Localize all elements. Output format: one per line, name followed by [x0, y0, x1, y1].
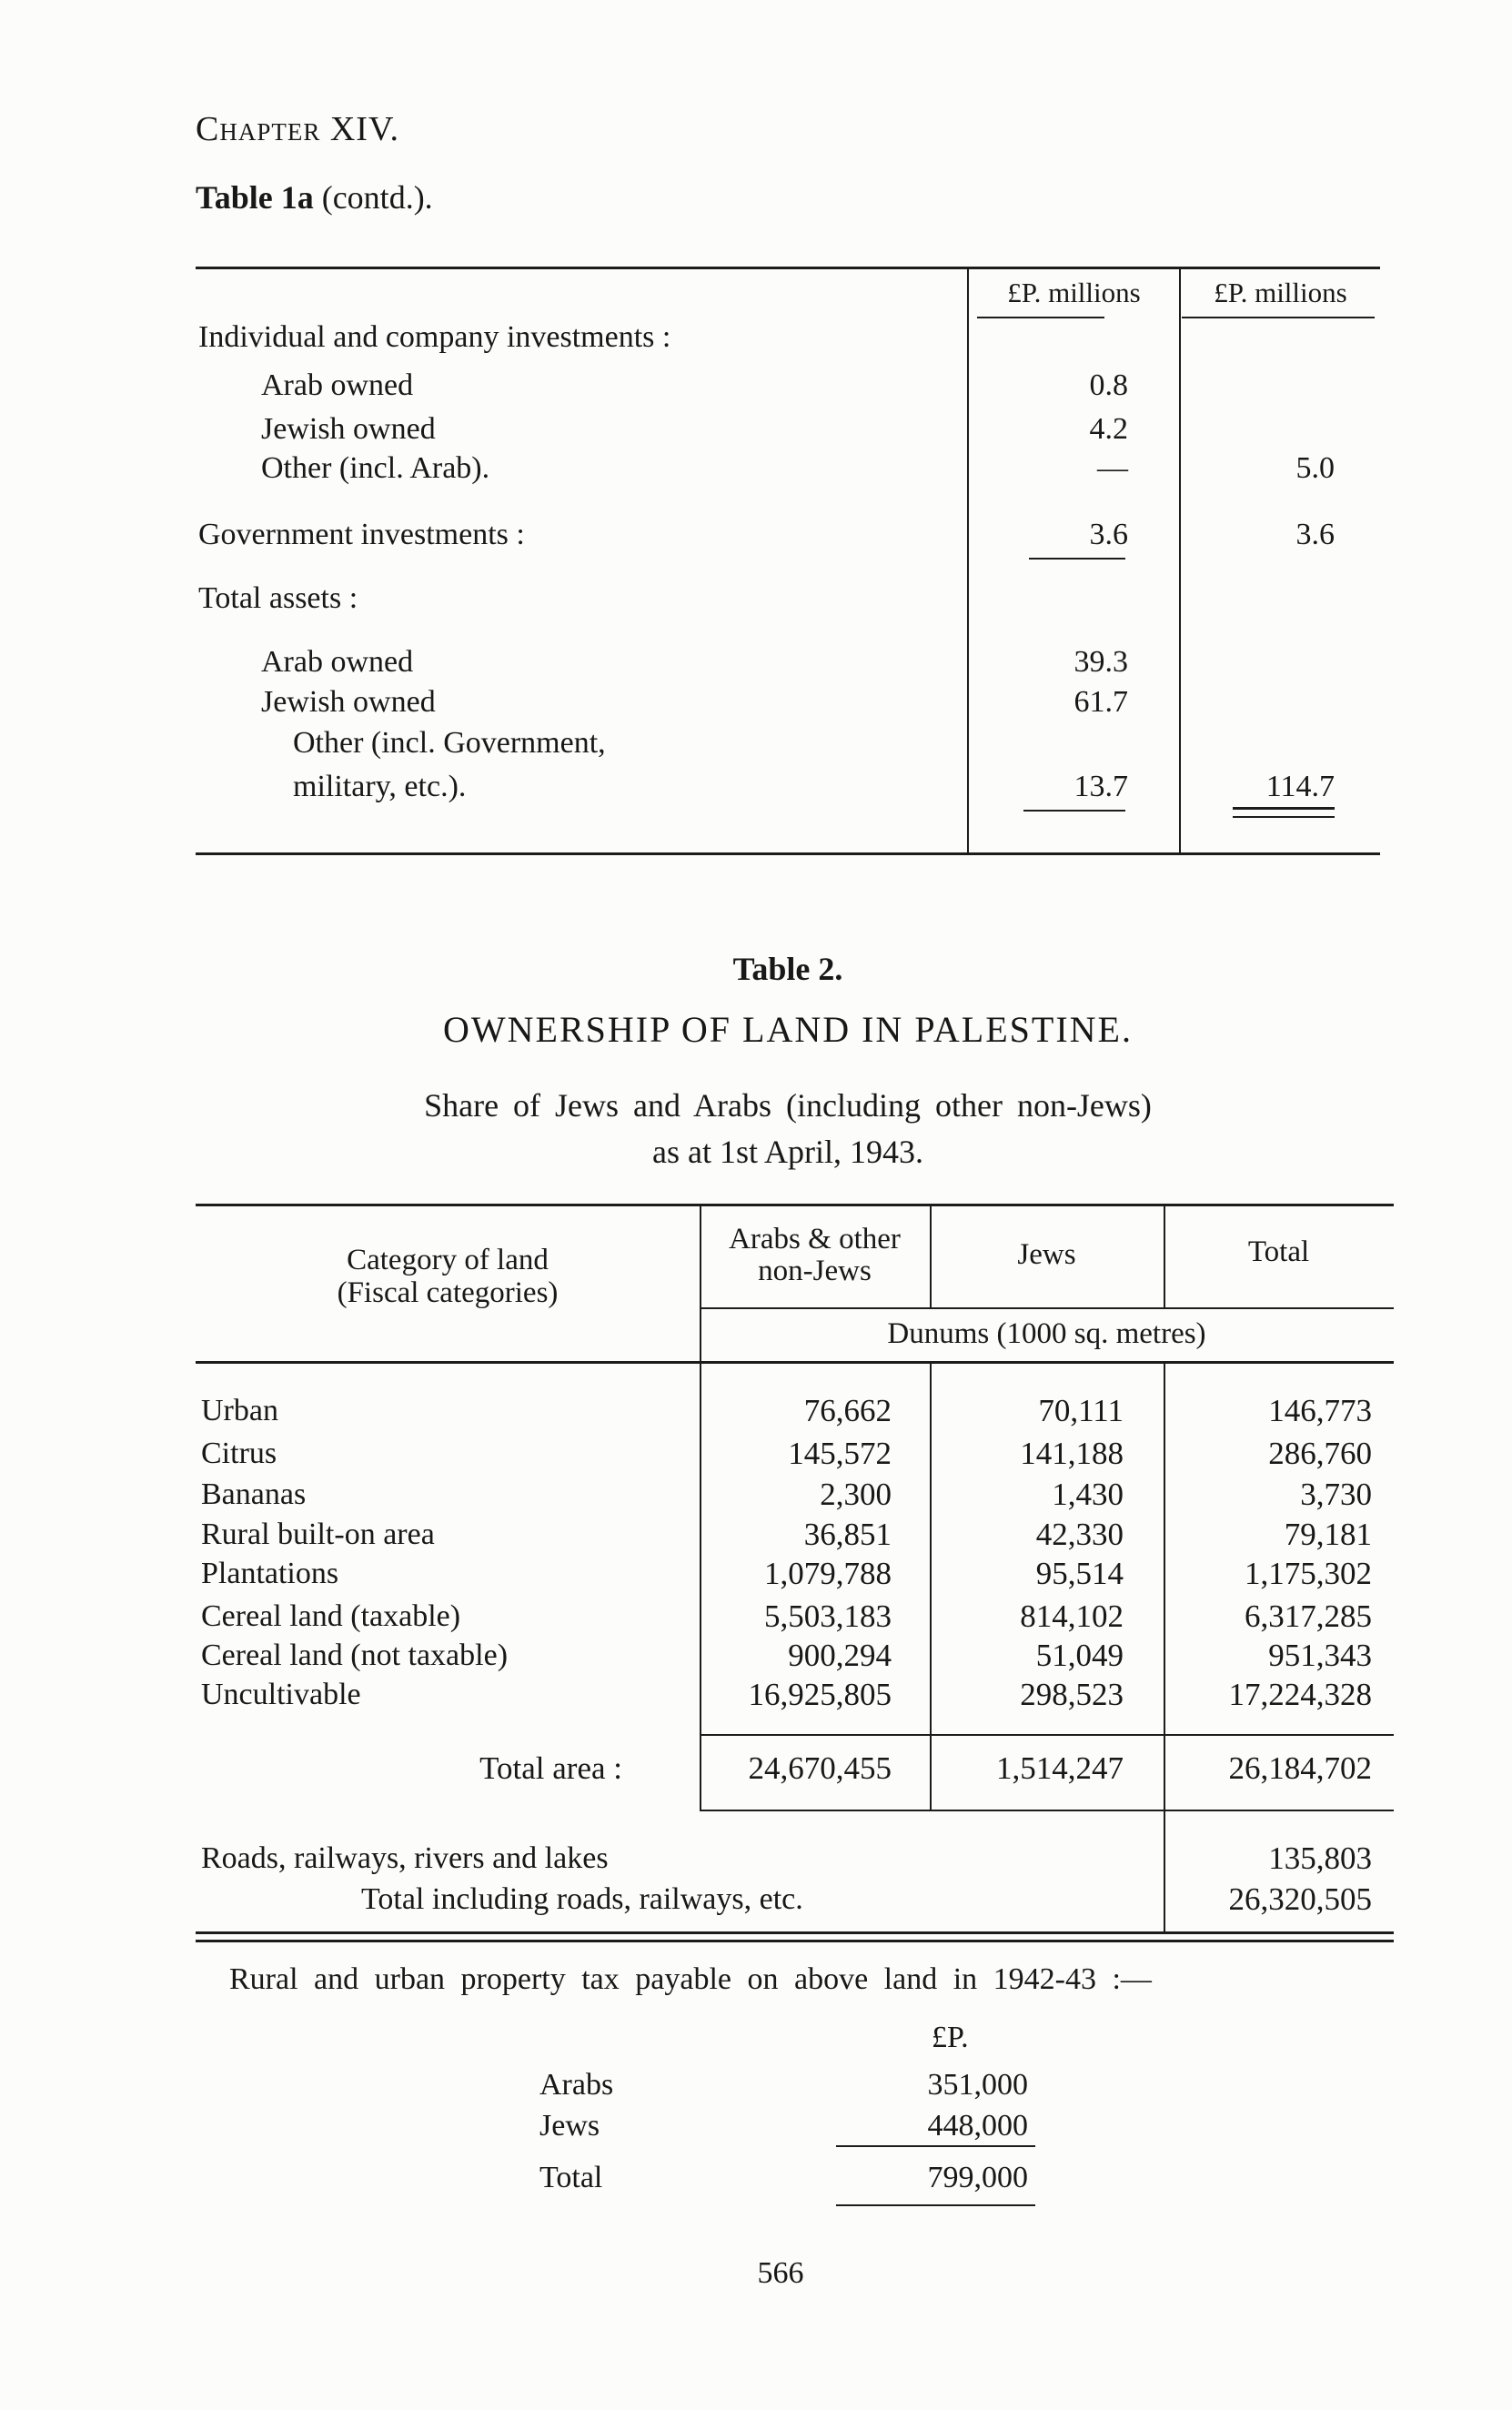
chapter-heading: Chapter XIV.	[196, 110, 399, 148]
tax-row-label: Arabs	[539, 2068, 614, 2102]
table2-cell-arabs: 5,503,183	[764, 1598, 892, 1634]
table1a-col2-header: £P. millions	[1214, 277, 1347, 308]
table1a-row-label: Individual and company investments :	[198, 320, 671, 354]
table1a-row-label: Government investments :	[198, 518, 525, 551]
table2-roads-total: 135,803	[1268, 1840, 1372, 1876]
table1a-cell-col1: —	[1097, 451, 1128, 485]
table2-header-subrule	[700, 1307, 1394, 1309]
table1a-cell-col1: 3.6	[1089, 518, 1128, 551]
table2-cell-arabs: 76,662	[803, 1393, 892, 1428]
table2-roads-label: Roads, railways, rivers and lakes	[201, 1841, 609, 1875]
table2-header-category-line1: Category of land	[347, 1244, 549, 1276]
table2-title: Table 2.	[732, 951, 843, 987]
table2-cell-jews: 42,330	[1035, 1517, 1124, 1552]
table2-cell-arabs: 36,851	[803, 1517, 892, 1552]
table2-bottom-double-rule	[196, 1931, 1394, 1942]
table2-vline-2-body	[930, 1361, 932, 1811]
tax-total-label: Total	[539, 2161, 603, 2194]
table1a-subtotal-underline	[1029, 558, 1125, 560]
table-2	[196, 1204, 1394, 1942]
table2-cell-jews: 70,111	[1038, 1393, 1124, 1428]
table1a-cell-col2: 3.6	[1295, 518, 1335, 551]
table1a-cell-col1: 4.2	[1089, 412, 1128, 446]
table1a-top-rule	[196, 267, 1380, 269]
table2-vline-3-body	[1164, 1361, 1165, 1933]
table2-top-rule	[196, 1204, 1394, 1206]
table1a-row-label: military, etc.).	[293, 770, 467, 803]
table2-totals-bottom-rule	[700, 1810, 1394, 1811]
table1a-vline-1	[967, 267, 969, 855]
table2-cell-jews: 141,188	[1020, 1436, 1124, 1471]
table2-header-category-line2: (Fiscal categories)	[337, 1276, 559, 1309]
table2-total-area-arabs: 24,670,455	[748, 1750, 892, 1786]
table2-units-header: Dunums (1000 sq. metres)	[887, 1317, 1206, 1350]
table1a-heading-bold: Table 1a	[196, 179, 314, 216]
table1a-grand-total-double-underline	[1233, 807, 1335, 818]
table2-row-category: Urban	[201, 1394, 278, 1427]
tax-row-label: Jews	[539, 2109, 600, 2143]
table2-cell-total: 79,181	[1284, 1517, 1372, 1552]
table2-cell-arabs: 2,300	[820, 1477, 892, 1512]
table2-cell-total: 1,175,302	[1245, 1556, 1372, 1591]
tax-row-value: 351,000	[927, 2068, 1028, 2102]
table2-heading: OWNERSHIP OF LAND IN PALESTINE.	[443, 1009, 1133, 1050]
table1a-cell-col1: 39.3	[1074, 645, 1128, 679]
table1a-row-label: Arab owned	[261, 645, 414, 679]
table1a-col1-header-underline	[977, 317, 1104, 318]
tax-total-rule	[836, 2204, 1035, 2206]
tax-row-value: 448,000	[927, 2109, 1028, 2143]
table2-total-area-total: 26,184,702	[1228, 1750, 1372, 1786]
table2-cell-total: 3,730	[1300, 1477, 1372, 1512]
table1a-row-label: Other (incl. Government,	[293, 726, 606, 760]
table2-cell-arabs: 145,572	[788, 1436, 892, 1471]
table1a-row-label: Jewish owned	[261, 685, 436, 719]
table2-grand-total-label: Total including roads, railways, etc.	[361, 1882, 803, 1916]
table1a-cell-col1: 61.7	[1074, 685, 1128, 719]
table2-header-arabs-line2: non-Jews	[758, 1255, 872, 1287]
tax-subtotal-rule	[836, 2145, 1035, 2147]
table1a-cell-col2: 114.7	[1265, 770, 1335, 803]
table2-cell-jews: 814,102	[1020, 1598, 1124, 1634]
page-number: 566	[757, 2256, 804, 2290]
tax-currency-header: £P.	[932, 2021, 969, 2054]
table2-row-category: Cereal land (taxable)	[201, 1599, 461, 1633]
table2-cell-jews: 298,523	[1020, 1677, 1124, 1712]
table2-row-category: Citrus	[201, 1437, 277, 1470]
table1a-bottom-rule	[196, 852, 1380, 855]
table2-header-jews: Jews	[1017, 1238, 1076, 1271]
table2-cell-total: 146,773	[1268, 1393, 1372, 1428]
tax-total-value: 799,000	[927, 2161, 1028, 2194]
table2-row-category: Plantations	[201, 1557, 339, 1590]
table1a-row-label: Arab owned	[261, 368, 414, 402]
table2-header-bottom-rule	[196, 1361, 1394, 1364]
table2-total-area-jews: 1,514,247	[996, 1750, 1124, 1786]
table2-cell-total: 17,224,328	[1228, 1677, 1372, 1712]
table2-row-category: Uncultivable	[201, 1678, 361, 1711]
table1a-cell-col1: 13.7	[1074, 770, 1128, 803]
table2-cell-jews: 1,430	[1052, 1477, 1124, 1512]
table2-header-total: Total	[1247, 1235, 1310, 1268]
table2-grand-total-value: 26,320,505	[1228, 1881, 1372, 1917]
table2-vline-1	[700, 1204, 701, 1811]
table2-cell-arabs: 1,079,788	[764, 1556, 892, 1591]
table1a-row-label: Jewish owned	[261, 412, 436, 446]
tax-heading: Rural and urban property tax payable on above land in 1942-43 :—	[229, 1962, 1152, 1996]
table2-total-area-label: Total area :	[479, 1750, 622, 1786]
table2-cell-jews: 95,514	[1035, 1556, 1124, 1591]
table2-cell-total: 6,317,285	[1245, 1598, 1372, 1634]
table1a-cell-col2: 5.0	[1295, 451, 1335, 485]
table2-subtitle-line2: as at 1st April, 1943.	[652, 1134, 923, 1170]
table1a-total-underline	[1023, 810, 1125, 812]
table2-cell-total: 286,760	[1268, 1436, 1372, 1471]
table2-totals-top-rule	[700, 1734, 1394, 1736]
table2-header-arabs-line1: Arabs & other	[729, 1223, 901, 1255]
table1a-col2-header-underline	[1182, 317, 1375, 318]
table1a-heading-rest: (contd.).	[313, 179, 433, 216]
table2-cell-arabs: 900,294	[788, 1638, 892, 1673]
table1a-heading	[196, 178, 433, 217]
table-1a	[196, 267, 1380, 855]
table1a-vline-2	[1179, 267, 1181, 855]
table2-subtitle-line1: Share of Jews and Arabs (including other non-Jews)	[424, 1087, 1152, 1124]
table2-row-category: Cereal land (not taxable)	[201, 1639, 509, 1672]
table1a-row-label: Other (incl. Arab).	[261, 451, 490, 485]
table2-cell-total: 951,343	[1268, 1638, 1372, 1673]
table2-row-category: Rural built-on area	[201, 1518, 435, 1551]
table2-row-category: Bananas	[201, 1477, 307, 1511]
table1a-cell-col1: 0.8	[1089, 368, 1128, 402]
table1a-row-label: Total assets :	[198, 581, 358, 615]
table2-cell-arabs: 16,925,805	[748, 1677, 892, 1712]
table1a-col1-header: £P. millions	[1007, 277, 1141, 308]
table2-cell-jews: 51,049	[1035, 1638, 1124, 1673]
